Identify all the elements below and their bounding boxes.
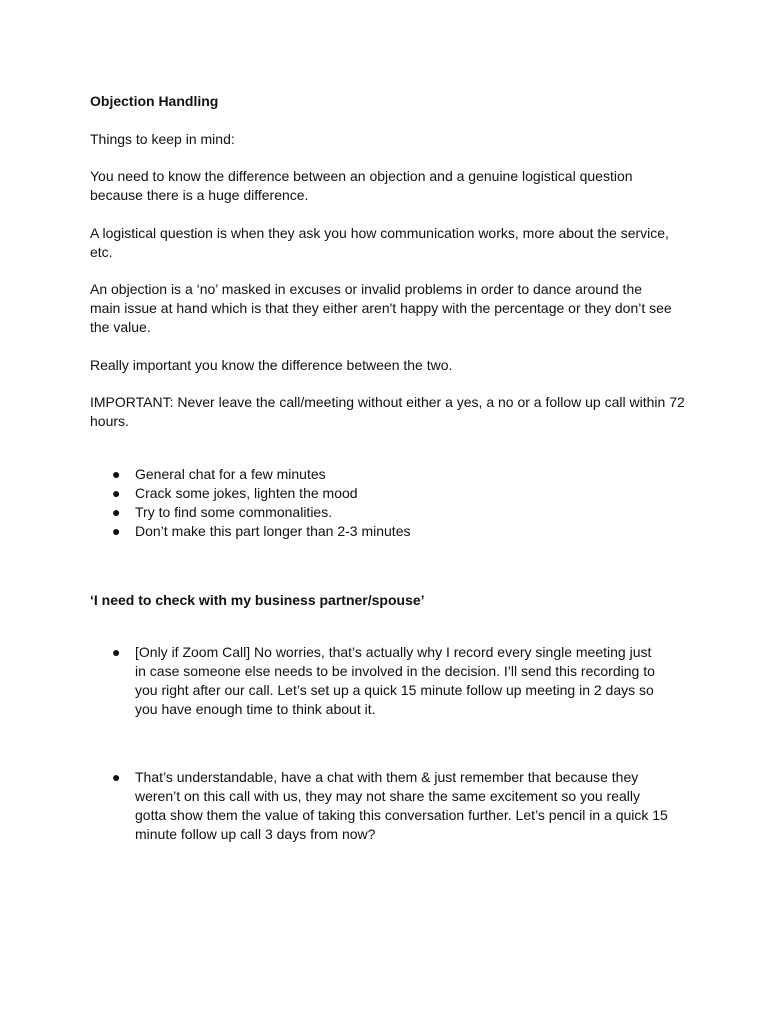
paragraph-important-note: IMPORTANT: Never leave the call/meeting without either a yes, a no or a follow up call within 72 hours.	[90, 394, 685, 429]
document-title: Objection Handling	[90, 93, 219, 109]
list-item	[90, 503, 690, 522]
paragraph-objection-definition: An objection is a ‘no’ masked in excuses or invalid problems in order to dance around the main issue at hand which is that they either aren't happy with the percentage or they don’t see the value.	[90, 281, 672, 335]
bullet-icon: ●	[112, 485, 121, 501]
list-item-text: Try to find some commonalities.	[135, 504, 333, 520]
list-item-text: Crack some jokes, lighten the mood	[135, 485, 358, 501]
list-item-text: [Only if Zoom Call] No worries, that’s actually why I record every single meeting just in case someone else needs to be involved in the decision. I’ll send this recording to you right after our call. Let’s set up a quick 15 minute follow up meeting in 2 days so you have enough time to think about it.	[135, 644, 655, 717]
bullet-icon: ●	[112, 523, 121, 539]
intro-label: Things to keep in mind:	[90, 131, 235, 147]
list-item	[90, 484, 690, 503]
response-bullet-list-2	[90, 768, 690, 844]
paragraph-difference: You need to know the difference between an objection and a genuine logistical question because there is a huge difference.	[90, 168, 633, 203]
response-bullet-list-1	[90, 643, 690, 719]
paragraph-really-important: Really important you know the difference between the two.	[90, 357, 453, 373]
list-item	[90, 643, 665, 719]
section-heading-partner-spouse: ‘I need to check with my business partner/spouse’	[90, 592, 425, 608]
list-item-text: That’s understandable, have a chat with them & just remember that because they weren’t on this call with us, they may not share the same excitement so you really gotta show them the value of taking this conversation further. Let’s pencil in a quick 15 minute follow up call 3 days from now?	[135, 769, 668, 842]
list-item	[90, 768, 675, 844]
paragraph-logistical-question: A logistical question is when they ask you how communication works, more about the service, etc.	[90, 225, 669, 260]
bullet-icon: ●	[112, 504, 121, 520]
bullet-icon: ●	[112, 466, 121, 482]
rapport-bullet-list	[90, 465, 690, 541]
bullet-icon: ●	[112, 769, 121, 785]
list-item-text: Don’t make this part longer than 2-3 minutes	[135, 523, 411, 539]
list-item	[90, 465, 690, 484]
list-item	[90, 522, 690, 541]
list-item-text: General chat for a few minutes	[135, 466, 326, 482]
bullet-icon: ●	[112, 644, 121, 660]
